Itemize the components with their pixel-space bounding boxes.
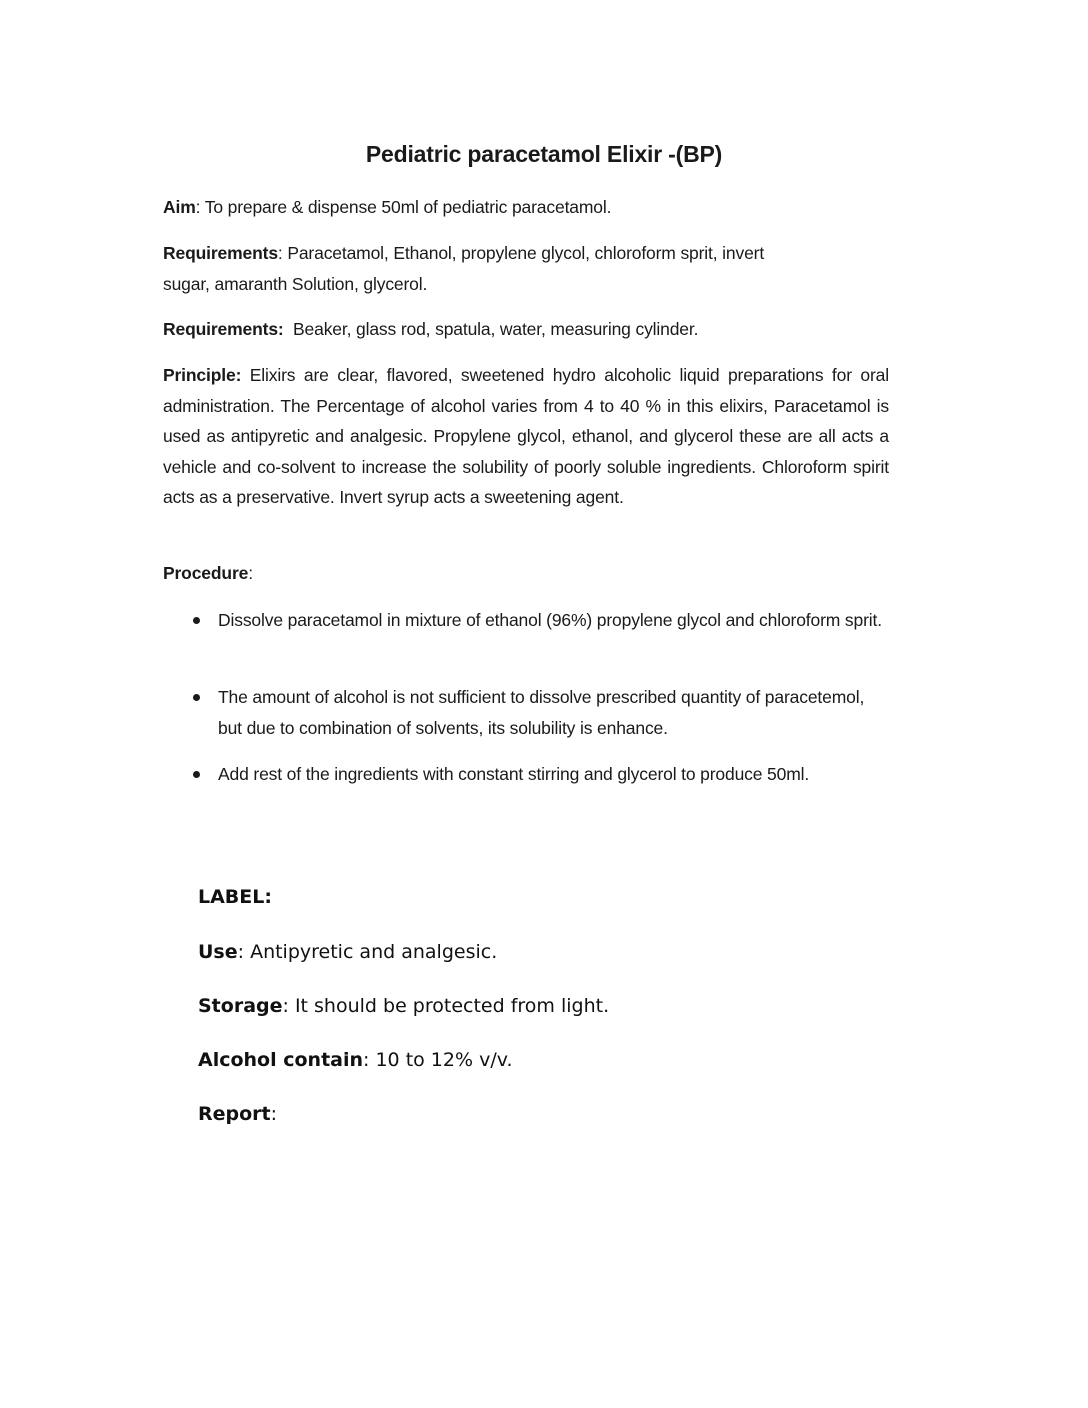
bullet-icon [193,617,200,624]
aim-paragraph [163,192,891,223]
label-alcohol-label: Alcohol contain [198,1049,364,1071]
aim-label: Aim [163,197,196,217]
procedure-label: Procedure [163,563,249,583]
label-storage-label: Storage [198,995,283,1017]
label-heading [198,885,798,909]
procedure-step-text: The amount of alcohol is not sufficient to dissolve prescribed quantity of paracetemol, but due to combination of solvents, its solubility is enhance. [218,687,865,738]
procedure-step-text: Add rest of the ingredients with constant stirring and glycerol to produce 50ml. [218,764,810,784]
label-alcohol-text: : 10 to 12% v/v. [363,1049,513,1071]
label-heading-text: LABEL: [198,886,272,908]
label-storage-text: : It should be protected from light. [282,995,610,1017]
label-report-label: Report [198,1103,271,1125]
requirements-apparatus-label: Requirements: [163,319,284,339]
bullet-icon [193,771,200,778]
label-use-text: : Antipyretic and analgesic. [237,941,498,963]
procedure-step-text: Dissolve paracetamol in mixture of ethanol (96%) propylene glycol and chloroform sprit. [218,610,882,630]
principle-text: Elixirs are clear, flavored, sweetened hydro alcoholic liquid preparations for oral administration. The Percentage of alcohol varies from 4 to 40 % in this elixirs, Paracetamol is used as antipyretic and analgesic. Propylene glycol, ethanol, and glycerol these are all acts a vehicle and co-solvent to increase the solubility of poorly soluble ingredients. Chloroform spirit acts as a preservative. Invert syrup acts a sweetening agent. [163,365,889,507]
procedure-heading [163,558,891,589]
label-report-text: : [270,1103,278,1125]
requirements-chemicals-paragraph [163,238,891,299]
requirements-chemicals-label: Requirements [163,243,278,263]
label-use [198,940,798,964]
aim-text: : To prepare & dispense 50ml of pediatric paracetamol. [195,197,612,217]
requirements-apparatus-text: Beaker, glass rod, spatula, water, measuring cylinder. [283,319,699,339]
document-title: Pediatric paracetamol Elixir -(BP) [365,141,723,167]
requirements-apparatus-paragraph [163,314,891,345]
requirements-chemicals-line1: : Paracetamol, Ethanol, propylene glycol, chloroform sprit, invert [277,243,765,263]
requirements-chemicals-line2: sugar, amaranth Solution, glycerol. [163,273,428,294]
label-alcohol [198,1048,798,1072]
procedure-colon: : [248,563,253,583]
principle-label: Principle: [163,365,242,385]
label-report [198,1102,798,1126]
principle-paragraph [163,360,889,513]
label-storage [198,994,798,1018]
bullet-icon [193,694,200,701]
label-use-label: Use [198,941,238,963]
